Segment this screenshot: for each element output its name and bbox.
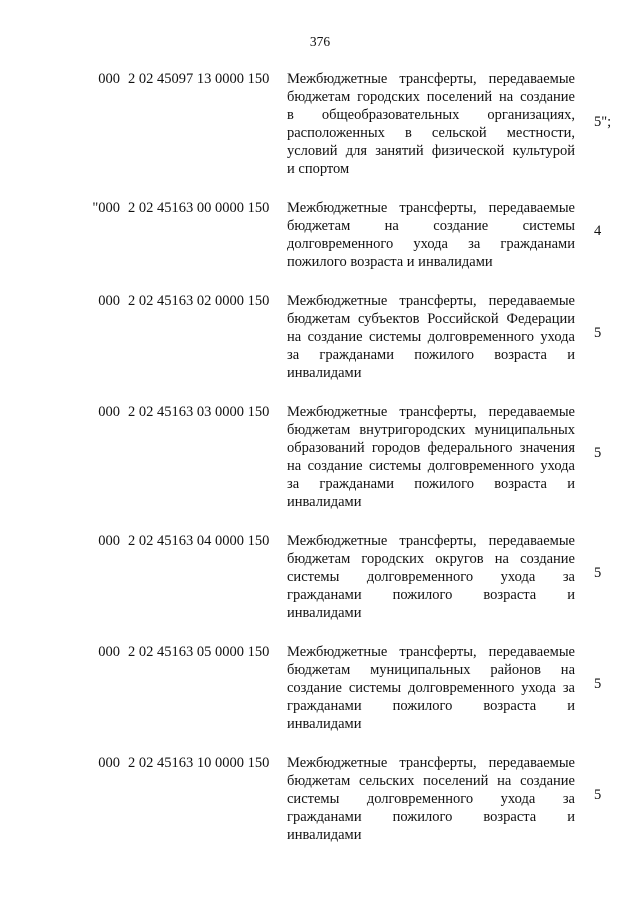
budget-classification-code: 2 02 45163 10 0000 150 <box>128 755 270 771</box>
table-row <box>0 70 640 178</box>
page-number: 376 <box>309 34 331 49</box>
budget-code-table <box>0 70 640 865</box>
description-line: бюджетам внутригородских муниципальных <box>287 422 575 438</box>
description-line: на создание системы долговременного ухода <box>287 458 575 474</box>
admin-code: 000 <box>98 644 120 660</box>
row-value: 5 <box>594 787 602 803</box>
description-line: Межбюджетные трансферты, передаваемые <box>287 71 575 87</box>
admin-code: 000 <box>98 293 120 309</box>
description-line: бюджетам сельских поселений на создание <box>287 773 575 789</box>
budget-classification-code: 2 02 45163 05 0000 150 <box>128 644 270 660</box>
description-line: бюджетам муниципальных районов на <box>287 662 575 678</box>
budget-classification-code: 2 02 45163 02 0000 150 <box>128 293 270 309</box>
row-description <box>287 754 575 844</box>
description-line: инвалидами <box>287 494 362 510</box>
row-description <box>287 199 575 271</box>
description-line: и спортом <box>287 161 350 177</box>
admin-code: 000 <box>98 71 120 87</box>
budget-classification-code: 2 02 45163 04 0000 150 <box>128 533 270 549</box>
row-description <box>287 292 575 382</box>
description-line: на создание системы долговременного ухода <box>287 329 575 345</box>
description-line: системы долговременного ухода за <box>287 791 575 807</box>
description-line: Межбюджетные трансферты, передаваемые <box>287 755 575 771</box>
table-row <box>0 643 640 733</box>
description-line: системы долговременного ухода за <box>287 569 575 585</box>
row-value: 5 <box>594 676 602 692</box>
description-line: долговременного ухода за гражданами <box>287 236 575 252</box>
description-line: условий для занятий физической культурой <box>287 143 575 159</box>
description-line: гражданами пожилого возраста и <box>287 587 575 603</box>
table-row <box>0 754 640 844</box>
description-line: за гражданами пожилого возраста и <box>287 476 575 492</box>
description-line: в общеобразовательных организациях, <box>287 107 575 123</box>
description-line: гражданами пожилого возраста и <box>287 809 575 825</box>
description-line: бюджетам городских округов на создание <box>287 551 575 567</box>
description-line: Межбюджетные трансферты, передаваемые <box>287 200 575 216</box>
description-line: за гражданами пожилого возраста и <box>287 347 575 363</box>
budget-classification-code: 2 02 45163 00 0000 150 <box>128 200 270 216</box>
table-row <box>0 532 640 622</box>
row-description <box>287 532 575 622</box>
table-row <box>0 403 640 511</box>
row-description <box>287 403 575 511</box>
description-line: Межбюджетные трансферты, передаваемые <box>287 404 575 420</box>
description-line: инвалидами <box>287 716 362 732</box>
description-line: инвалидами <box>287 365 362 381</box>
row-value: 5 <box>594 565 602 581</box>
description-line: бюджетам городских поселений на создание <box>287 89 575 105</box>
row-description <box>287 643 575 733</box>
description-line: инвалидами <box>287 827 362 843</box>
admin-code: "000 <box>92 200 120 216</box>
description-line: расположенных в сельской местности, <box>287 125 575 141</box>
budget-classification-code: 2 02 45097 13 0000 150 <box>128 71 270 87</box>
description-line: бюджетам на создание системы <box>287 218 575 234</box>
row-value: 5 <box>594 325 602 341</box>
row-description <box>287 70 575 178</box>
description-line: Межбюджетные трансферты, передаваемые <box>287 644 575 660</box>
row-value: 5 <box>594 445 602 461</box>
description-line: пожилого возраста и инвалидами <box>287 254 493 270</box>
description-line: образований городов федерального значения <box>287 440 575 456</box>
admin-code: 000 <box>98 533 120 549</box>
admin-code: 000 <box>98 755 120 771</box>
table-row <box>0 292 640 382</box>
admin-code: 000 <box>98 404 120 420</box>
row-value: 4 <box>594 223 602 239</box>
description-line: создание системы долговременного ухода за <box>287 680 575 696</box>
row-value: 5"; <box>594 114 612 130</box>
description-line: Межбюджетные трансферты, передаваемые <box>287 293 575 309</box>
description-line: инвалидами <box>287 605 362 621</box>
description-line: гражданами пожилого возраста и <box>287 698 575 714</box>
description-line: Межбюджетные трансферты, передаваемые <box>287 533 575 549</box>
budget-classification-code: 2 02 45163 03 0000 150 <box>128 404 270 420</box>
description-line: бюджетам субъектов Российской Федерации <box>287 311 575 327</box>
table-row <box>0 199 640 271</box>
